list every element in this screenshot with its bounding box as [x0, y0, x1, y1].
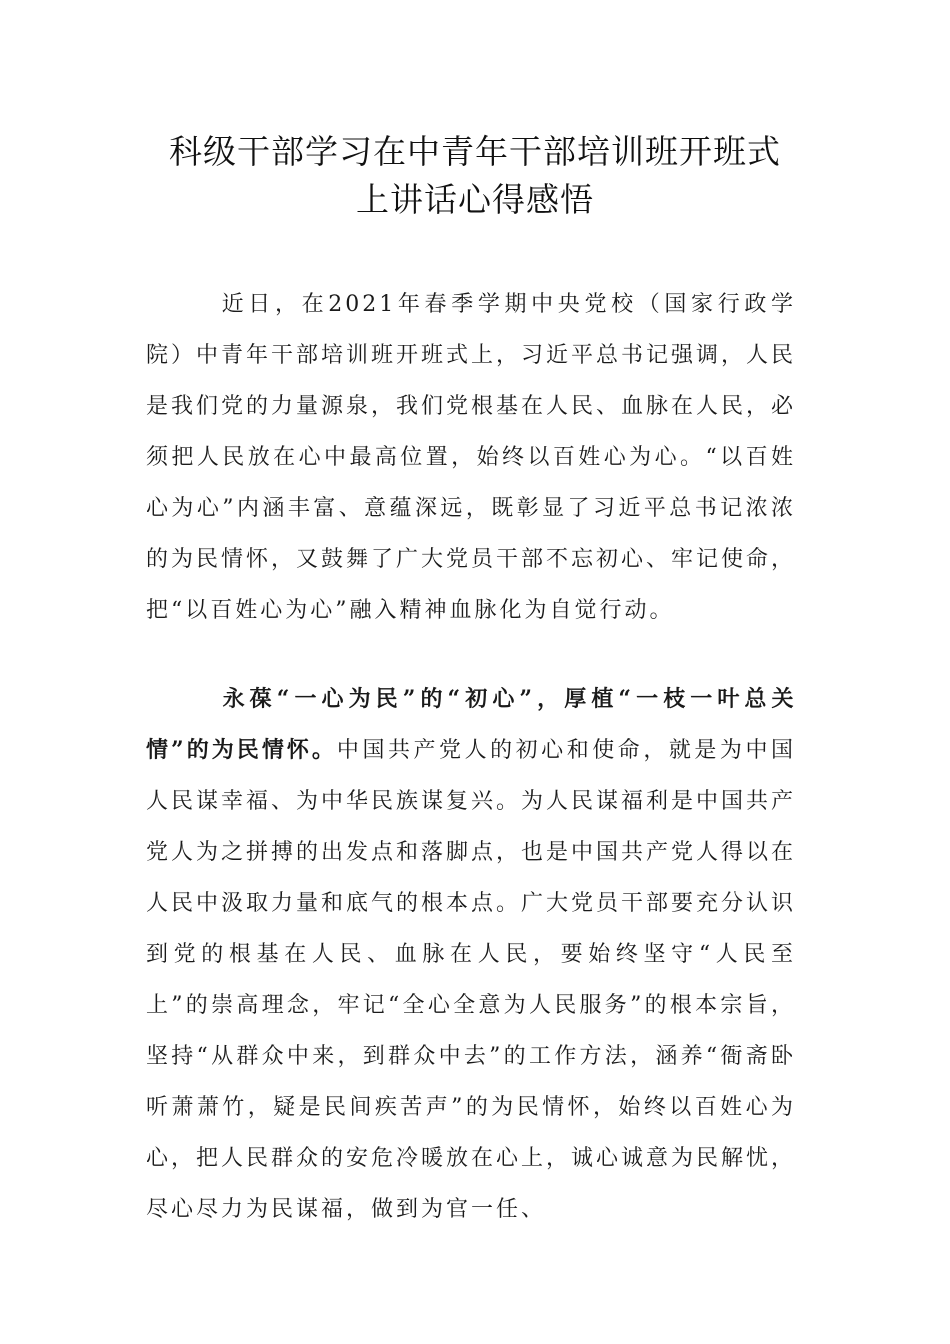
title-line-2: 上讲话心得感悟: [356, 180, 594, 219]
paragraph-2-heading: 永葆“一心为民”的“初心”，厚植“一枝一叶总关情”的为民情怀。: [146, 686, 796, 763]
title-line-1: 科级干部学习在中青年干部培训班开班式: [169, 132, 781, 171]
document-title: [120, 128, 830, 224]
paragraph-2: [146, 674, 796, 1235]
paragraph-1-text: 近日，在2021年春季学期中央党校（国家行政学院）中青年干部培训班开班式上，习近平总书记强调，人民是我们党的力量源泉，我们党根基在人民、血脉在人民，必须把人民放在心中最高位置，始终以百姓心为心。“以百姓心为心”内涵丰富、意蕴深远，既彰显了习近平总书记浓浓的为民情怀，又鼓舞了广大党员干部不忘初心、牢记使命，把“以百姓心为心”融入精神血脉化为自觉行动。: [146, 292, 797, 623]
paragraph-2-text: 中国共产党人的初心和使命，就是为中国人民谋幸福、为中华民族谋复兴。为人民谋福利是中国共产党人为之拼搏的出发点和落脚点，也是中国共产党人得以在人民中汲取力量和底气的根本点。广大党员干部要充分认识到党的根基在人民、血脉在人民，要始终坚守“人民至上”的崇高理念，牢记“全心全意为人民服务”的根本宗旨，坚持“从群众中来，到群众中去”的工作方法，涵养“衙斋卧听萧萧竹，疑是民间疾苦声”的为民情怀，始终以百姓心为心，把人民群众的安危冷暖放在心上，诚心诚意为民解忧，尽心尽力为民谋福，做到为官一任、: [146, 738, 797, 1222]
paragraph-1: [146, 279, 796, 636]
